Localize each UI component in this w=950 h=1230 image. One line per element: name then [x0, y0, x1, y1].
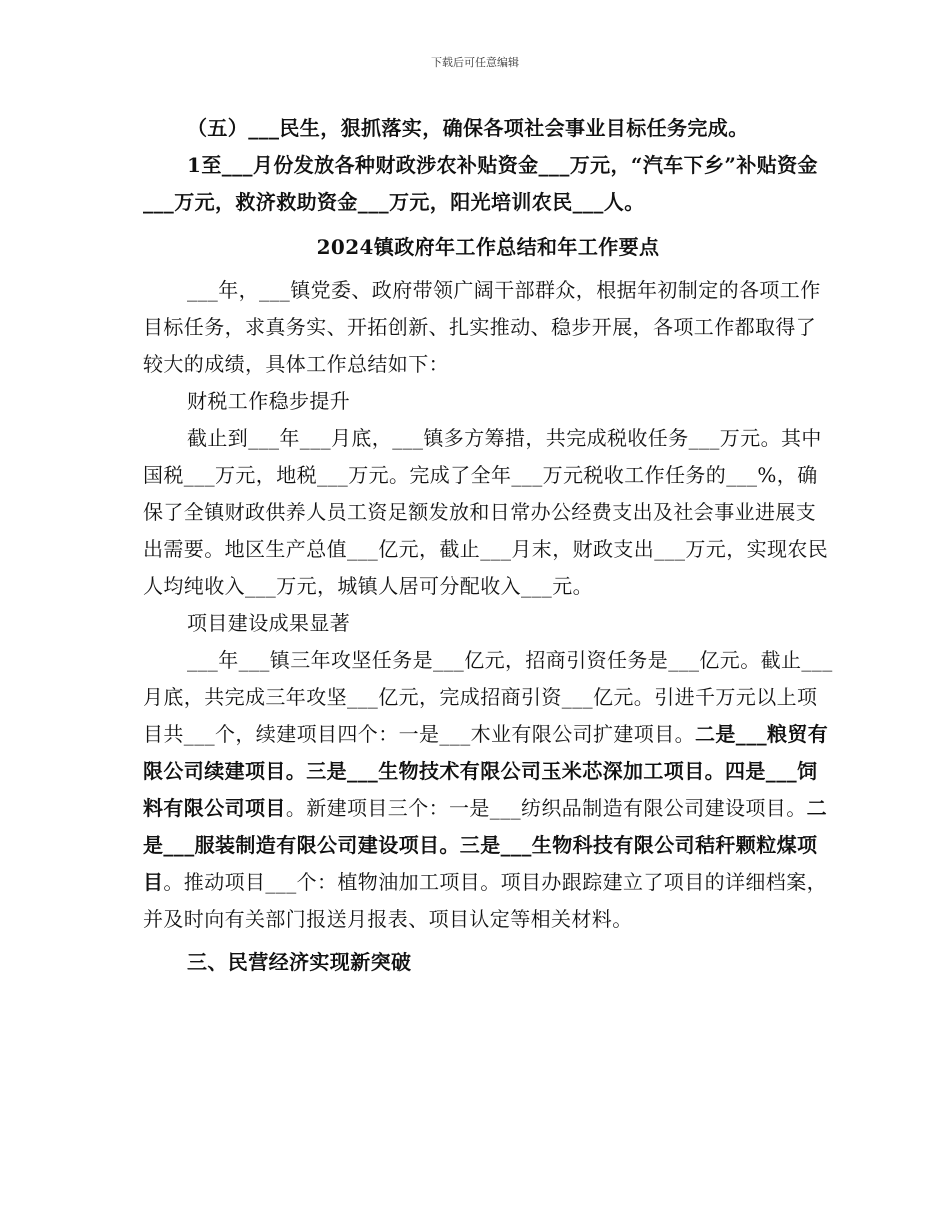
document-body [143, 110, 833, 981]
project-heading: 项目建设成果显著 [187, 611, 351, 635]
project-text-a: ___年___镇三年攻坚任务是___亿元，招商引资任务是___亿元。截止___月底，共完成三年攻坚___亿元，完成招商引资___亿元。引进千万元以上项目共___个，续建项目四个：一是___木业有限公司扩建项目。 [143, 648, 833, 746]
project-text-d: 二是___服装制造有限公司建设项目。三是___生物科技有限公司秸秆颗粒煤项目 [143, 796, 828, 894]
page-header: 下载后可任意编辑 [431, 56, 519, 69]
document-title: 2024镇政府年工作总结和年工作要点 [316, 235, 660, 259]
project-paragraph [143, 642, 833, 938]
private-economy-heading: 三、民营经济实现新突破 [187, 950, 412, 974]
finance-paragraph: 截止到___年___月底，___镇多方筹措，共完成税收任务___万元。其中国税___万元，地税___万元。完成了全年___万元税收工作任务的___%，确保了全镇财政供养人员工资足额发放和日常办公经费支出及社会事业进展支出需要。地区生产总值___亿元，截止___月末，财政支出___万元，实现农民人均纯收入___万元，城镇人居可分配收入___元。 [143, 426, 829, 598]
project-text-e: 。推动项目___个：植物油加工项目。项目办跟踪建立了项目的详细档案，并及时向有关部门报送月报表、项目认定等相关材料。 [143, 870, 828, 931]
intro-paragraph: ___年，___镇党委、政府带领广阔干部群众，根据年初制定的各项工作目标任务，求真务实、开拓创新、扎实推动、稳步开展，各项工作都取得了较大的成绩，具体工作总结如下： [143, 278, 821, 376]
section-five-heading: （五）___民生，狠抓落实，确保各项社会事业目标任务完成。 [187, 116, 749, 140]
project-text-b: 二是___粮贸有限公司续建项目。三是___生物技术有限公司玉米芯深加工项目。四是___饲料有限公司项目 [143, 722, 829, 820]
finance-heading: 财税工作稳步提升 [187, 389, 351, 413]
project-text-c: 。新建项目三个：一是___纺织品制造有限公司建设项目。 [285, 796, 807, 820]
subsidy-paragraph: 1至___月份发放各种财政涉农补贴资金___万元，“汽车下乡”补贴资金___万元，救济救助资金___万元，阳光培训农民___人。 [143, 153, 818, 214]
